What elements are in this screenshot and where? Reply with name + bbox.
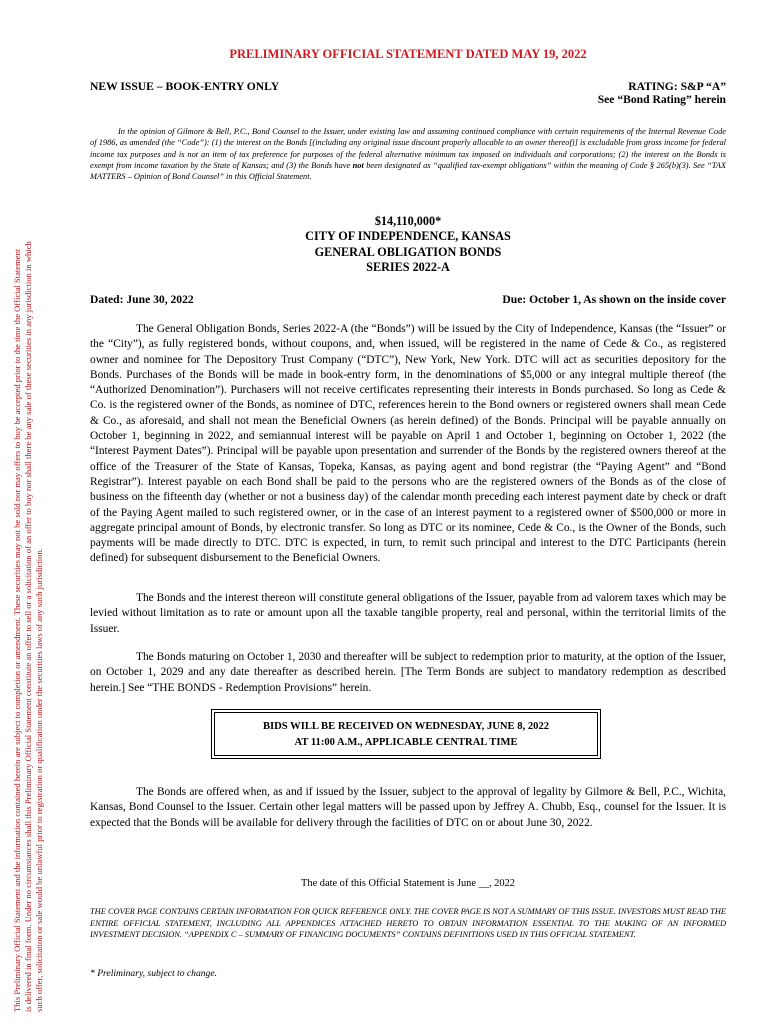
rating-line: RATING: S&P “A” xyxy=(628,80,726,93)
preliminary-disclaimer xyxy=(12,12,46,1012)
bids-notice-box xyxy=(214,712,598,756)
paragraph-text: The Bonds maturing on October 1, 2030 and thereafter will be subject to redemption prior to maturity, at the option of the Issuer, on October 1, 2029 and any date thereafter as described herein. [The Term Bonds are subject to mandatory redemption as described herein.] See “THE BONDS - Redemption Provisions” herein. xyxy=(90,651,726,694)
document-header: PRELIMINARY OFFICIAL STATEMENT DATED MAY 19, 2022 xyxy=(229,47,587,61)
bond-counsel-opinion xyxy=(90,126,726,182)
paragraph-bond-description xyxy=(90,322,726,567)
bids-line-2: AT 11:00 A.M., APPLICABLE CENTRAL TIME xyxy=(294,737,518,748)
opinion-emphasis: not xyxy=(352,160,364,170)
paragraph-text: The Bonds are offered when, as and if issued by the Issuer, subject to the approval of legality by Gilmore & Bell, P.C., Wichita, Kansas, Bond Counsel to the Issuer. Certain other legal matters will be passed upon by Jeffrey A. Chubb, Esq., counsel for the Issuer. It is expected that the Bonds will be available for delivery through the facilities of DTC on or about June 30, 2022. xyxy=(90,786,726,829)
new-issue-label: NEW ISSUE – BOOK-ENTRY ONLY xyxy=(90,80,280,93)
bond-amount: $14,110,000* xyxy=(374,214,442,228)
cover-notice-text: THE COVER PAGE CONTAINS CERTAIN INFORMATION FOR QUICK REFERENCE ONLY. THE COVER PAGE IS NOT A SUMMARY OF THIS ISSUE. INVESTORS MUST READ THE ENTIRE OFFICIAL STATEMENT, INCLUDING ALL APPENDICES ATTACHED HERETO TO OBTAIN INFORMATION ESSENTIAL TO THE MAKING OF AN INFORMED INVESTMENT DECISION. “APPENDIX C – SUMMARY OF FINANCING DOCUMENTS” CONTAINS DEFINITIONS USED IN THIS OFFICIAL STATEMENT. xyxy=(90,907,726,940)
dated-label: Dated: June 30, 2022 xyxy=(90,293,194,306)
footnote: * Preliminary, subject to change. xyxy=(90,968,218,979)
due-label: Due: October 1, As shown on the inside cover xyxy=(502,293,726,306)
rating-reference: See “Bond Rating” herein xyxy=(597,93,726,106)
cover-page-notice xyxy=(90,906,726,941)
disclaimer-line-1: This Preliminary Official Statement and the information contained herein are subject to completion or amendment. These securities may not be sold nor may offers to buy be accepted prior to the time the Official Statement xyxy=(12,248,22,1012)
bond-title-block xyxy=(90,214,726,276)
bond-series: SERIES 2022-A xyxy=(366,260,450,275)
paragraph-offering xyxy=(90,785,726,831)
paragraph-redemption xyxy=(90,650,726,696)
paragraph-text: The Bonds and the interest thereon will constitute general obligations of the Issuer, payable from ad valorem taxes which may be levied without limitation as to rate or amount upon all the taxable tangible property, real and personal, within the territorial limits of the Issuer. xyxy=(90,592,726,635)
opinion-text-tail: been designated as “qualified tax-exempt obligations” within the meaning of Code § 265(b)(3). See “TAX MATTERS – Opinion of Bond Counsel” in this Official Statement. xyxy=(90,160,727,182)
statement-date: The date of this Official Statement is June __, 2022 xyxy=(301,878,515,889)
issuer-name: CITY OF INDEPENDENCE, KANSAS xyxy=(305,229,511,244)
bond-type: GENERAL OBLIGATION BONDS xyxy=(314,244,502,259)
rating-block xyxy=(598,80,726,106)
disclaimer-line-3: such offer, solicitation or sale would be unlawful prior to registration or qualification under the securities laws of any such jurisdiction. xyxy=(34,548,45,1012)
disclaimer-line-2: is delivered in final form. Under no circumstances shall this Preliminary Official Statement constitute an offer to sell or a solicitation of an offer to buy nor shall there be any sale of these securities in any jurisdiction in which xyxy=(23,241,34,1012)
bids-line-1: BIDS WILL BE RECEIVED ON WEDNESDAY, JUNE 8, 2022 xyxy=(262,721,550,732)
paragraph-text: The General Obligation Bonds, Series 2022-A (the “Bonds”) will be issued by the City of Independence, Kansas (the “Issuer” or the “City”), as fully registered bonds, without coupons, and, when issued, will be registered in the name of Cede & Co., as registered owner and nominee for The Depository Trust Company (“DTC”), New York, New York. DTC will act as securities depository for the Bonds. Purchases of the Bonds will be made in book-entry form, in the denominations of $5,000 or any integral multiple thereof (the “Authorized Denomination”). Purchasers will not receive certificates representing their interests in Bonds purchased. So long as Cede & Co. is the registered owner of the Bonds, as nominee of DTC, references herein to the Bond owners or registered owners shall mean Cede & Co., as aforesaid, and shall not mean the Beneficial Owners (as herein defined) of the Bonds. Principal will be payable annually on October 1, beginning in 2022, and semiannual interest will be payable on April 1 and October 1, beginning on October 1, 2022 (the “Interest Payment Dates”). Principal will be payable upon presentation and surrender of the Bonds by the registered owners thereof at the office of the Treasurer of the State of Kansas, Topeka, Kansas, as paying agent and bond registrar (the “Paying Agent” and “Bond Registrar”). Interest payable on each Bond shall be paid to the persons who are the registered owners of the Bonds as of the close of business on the fifteenth day (whether or not a business day) of the calendar month preceding each interest payment date by check or draft of the Paying Agent mailed to such registered owner, or in the case of an interest payment to a registered owner of $500,000 or more in aggregate principal amount of Bonds, by electronic transfer. So long as DTC or its nominee, Cede & Co., is the Owner of the Bonds, such payments will be made directly to DTC. DTC is expected, in turn, to remit such principal and interest to the DTC Participants (herein defined) for subsequent disbursement to the Beneficial Owners. xyxy=(90,323,726,565)
opinion-text-lead: In the opinion of Gilmore & Bell, P.C., Bond Counsel to the Issuer, under existing law and assuming continued compliance with certain requirements of the Internal Revenue Code of 1986, as amended (the “Code”): (1) the interest on the Bonds [(including any original issue discount properly allocable to an owner thereof)] is excludable from gross income for federal income tax purposes and is not an item of tax preference for purposes of the federal alternative minimum tax imposed on individuals and corporations; (2) the interest on the Bonds is exempt from income taxation by the State of Kansas; and (3) the Bonds have xyxy=(90,127,726,170)
paragraph-security xyxy=(90,591,726,637)
